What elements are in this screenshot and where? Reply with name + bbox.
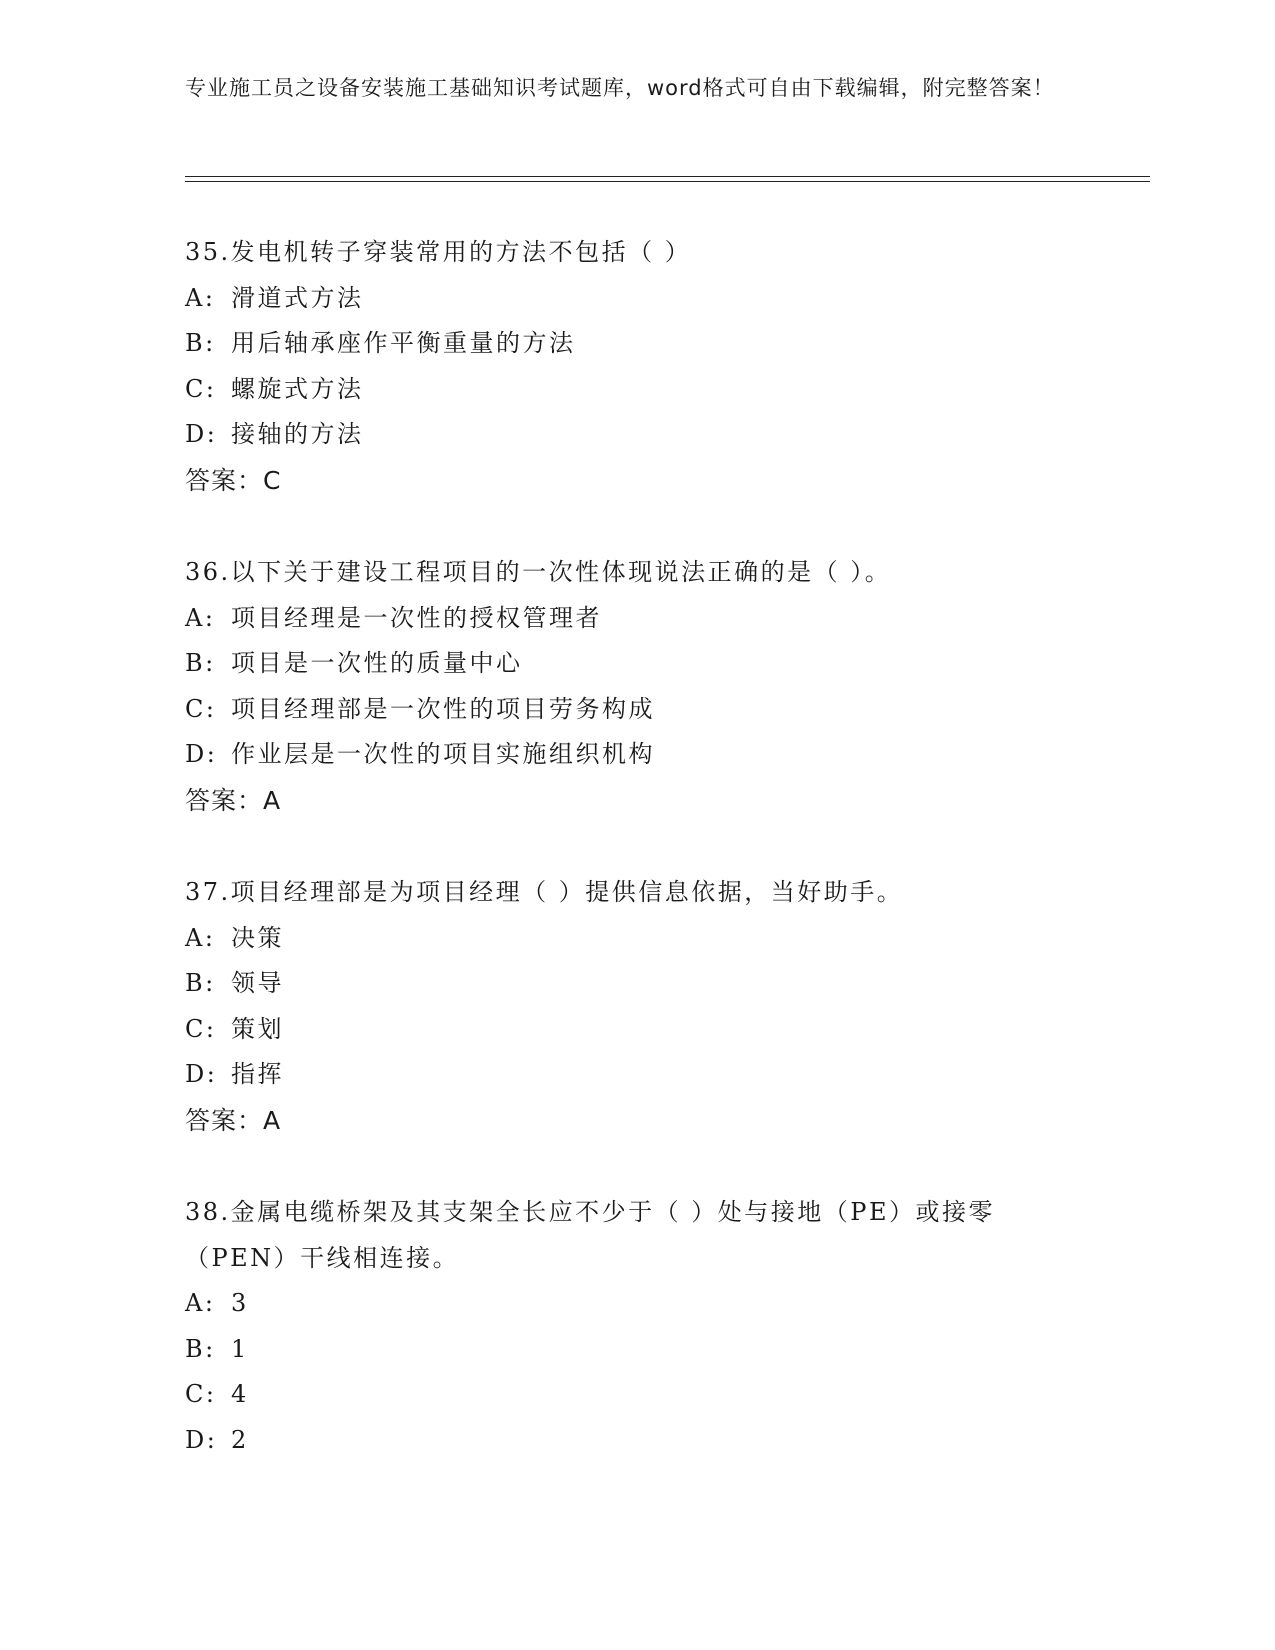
option-text: 决策 bbox=[231, 923, 284, 952]
option-text: 1 bbox=[231, 1334, 249, 1363]
option-a bbox=[185, 1281, 1085, 1327]
option-label: B: bbox=[185, 1334, 216, 1363]
option-label: C: bbox=[185, 374, 217, 403]
option-text: 领导 bbox=[231, 969, 284, 997]
option-c bbox=[185, 367, 1085, 413]
option-a bbox=[185, 916, 1085, 962]
option-label: D: bbox=[185, 1060, 218, 1088]
question-stem: 38.金属电缆桥架及其支架全长应不少于（ ）处与接地（PE）或接零（PEN）干线相连接。 bbox=[185, 1198, 995, 1272]
question-stem: 37.项目经理部是为项目经理（ ）提供信息依据，当好助手。 bbox=[185, 878, 904, 906]
option-c bbox=[185, 1007, 1085, 1053]
option-text: 滑道式方法 bbox=[231, 283, 364, 312]
answer-line: 答案：A bbox=[185, 1105, 282, 1135]
option-text: 项目经理是一次性的授权管理者 bbox=[231, 603, 602, 632]
option-text: 策划 bbox=[231, 1014, 284, 1043]
option-label: C: bbox=[185, 694, 217, 723]
option-text: 作业层是一次性的项目实施组织机构 bbox=[231, 740, 655, 768]
question-list bbox=[185, 230, 1085, 1510]
option-label: A: bbox=[185, 283, 216, 312]
question-36 bbox=[185, 550, 1085, 823]
header-divider-top bbox=[185, 176, 1150, 177]
answer-line: 答案：A bbox=[185, 785, 282, 815]
option-label: D: bbox=[185, 420, 218, 448]
option-d bbox=[185, 1418, 1085, 1464]
answer-line: 答案：C bbox=[185, 465, 282, 495]
option-label: C: bbox=[185, 1380, 217, 1408]
option-a bbox=[185, 596, 1085, 642]
option-d bbox=[185, 412, 1085, 458]
option-label: B: bbox=[185, 969, 216, 997]
option-a bbox=[185, 276, 1085, 322]
option-b bbox=[185, 321, 1085, 367]
option-label: A: bbox=[185, 603, 216, 632]
question-35 bbox=[185, 230, 1085, 503]
document-header: 专业施工员之设备安装施工基础知识考试题库，word格式可自由下载编辑，附完整答案！ bbox=[185, 76, 1055, 100]
question-38 bbox=[185, 1190, 1085, 1463]
option-text: 指挥 bbox=[231, 1060, 284, 1088]
option-label: A: bbox=[185, 1289, 216, 1317]
option-text: 螺旋式方法 bbox=[231, 374, 364, 403]
option-text: 用后轴承座作平衡重量的方法 bbox=[231, 329, 576, 357]
question-37 bbox=[185, 870, 1085, 1143]
option-text: 项目经理部是一次性的项目劳务构成 bbox=[231, 694, 655, 723]
option-text: 接轴的方法 bbox=[231, 420, 364, 448]
option-label: A: bbox=[185, 923, 216, 952]
option-label: B: bbox=[185, 649, 216, 677]
option-b bbox=[185, 641, 1085, 687]
option-text: 3 bbox=[231, 1289, 249, 1317]
header-divider-bottom bbox=[185, 181, 1150, 182]
option-label: D: bbox=[185, 740, 218, 768]
option-d bbox=[185, 1052, 1085, 1098]
option-text: 2 bbox=[231, 1425, 249, 1454]
option-b bbox=[185, 1327, 1085, 1373]
question-stem: 36.以下关于建设工程项目的一次性体现说法正确的是（ ）。 bbox=[185, 558, 892, 586]
option-c bbox=[185, 687, 1085, 733]
option-label: D: bbox=[185, 1425, 218, 1454]
option-c bbox=[185, 1372, 1085, 1418]
option-text: 4 bbox=[231, 1380, 249, 1408]
option-b bbox=[185, 961, 1085, 1007]
option-label: C: bbox=[185, 1014, 217, 1043]
option-d bbox=[185, 732, 1085, 778]
option-text: 项目是一次性的质量中心 bbox=[231, 649, 523, 677]
option-label: B: bbox=[185, 329, 216, 357]
question-stem: 35.发电机转子穿装常用的方法不包括（ ） bbox=[185, 238, 692, 266]
